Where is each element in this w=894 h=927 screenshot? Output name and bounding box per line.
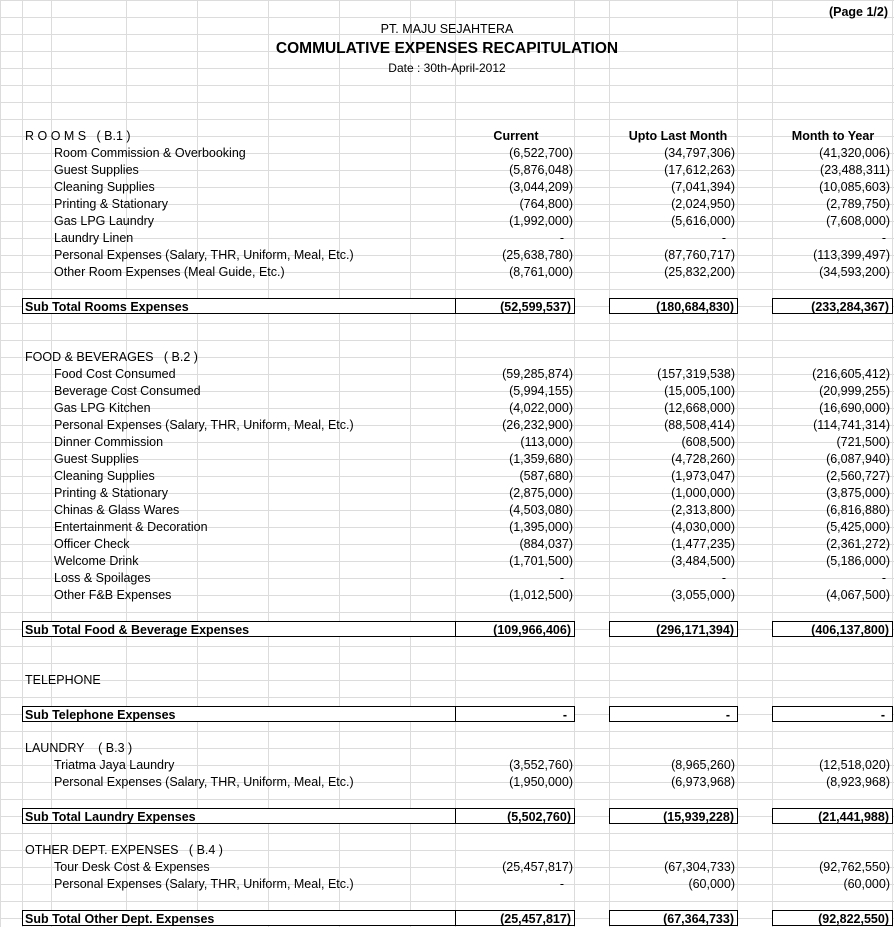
value-upto: (608,500) (681, 435, 735, 449)
subtotal-upto-box (609, 706, 738, 722)
row-label: Printing & Stationary (54, 197, 168, 211)
value-current: (4,503,080) (509, 503, 573, 517)
value-current: (4,022,000) (509, 401, 573, 415)
subtotal-upto: (296,171,394) (656, 623, 734, 637)
value-upto: (15,005,100) (664, 384, 735, 398)
table-row (0, 145, 894, 162)
report-title: COMMULATIVE EXPENSES RECAPITULATION (275, 40, 619, 57)
value-current: (1,950,000) (509, 775, 573, 789)
subtotal-upto: - (725, 708, 730, 722)
value-mty: (4,067,500) (826, 588, 890, 602)
table-row (0, 264, 894, 281)
subtotal-current: (52,599,537) (500, 300, 571, 314)
column-header-mty: Month to Year (791, 129, 875, 143)
value-mty: (92,762,550) (819, 860, 890, 874)
section-heading-other: OTHER DEPT. EXPENSES ( B.4 ) (25, 843, 223, 857)
value-mty: - (881, 231, 886, 245)
value-mty: (216,605,412) (812, 367, 890, 381)
section-heading-laundry: LAUNDRY ( B.3 ) (25, 741, 133, 755)
value-current: (113,000) (520, 435, 573, 449)
table-row (0, 536, 894, 553)
table-row (0, 383, 894, 400)
value-upto: - (721, 571, 726, 585)
row-label: Entertainment & Decoration (54, 520, 208, 534)
row-label: Cleaning Supplies (54, 469, 155, 483)
value-upto: (88,508,414) (664, 418, 735, 432)
value-current: (587,680) (519, 469, 573, 483)
subtotal-current-box (455, 910, 575, 926)
row-label: Food Cost Consumed (54, 367, 176, 381)
value-current: (26,232,900) (502, 418, 573, 432)
table-row (0, 247, 894, 264)
row-label: Personal Expenses (Salary, THR, Uniform, Meal, Etc.) (54, 877, 354, 891)
value-current: - (559, 877, 564, 891)
row-label: Beverage Cost Consumed (54, 384, 201, 398)
subtotal-row-laundry (0, 808, 894, 825)
row-label: Gas LPG Laundry (54, 214, 155, 228)
table-row (0, 485, 894, 502)
value-current: - (559, 231, 564, 245)
table-row (0, 196, 894, 213)
table-row (0, 179, 894, 196)
page-number: (Page 1/2) (828, 5, 888, 19)
value-current: (764,800) (519, 197, 573, 211)
value-upto: (8,965,260) (671, 758, 735, 772)
value-upto: (4,728,260) (671, 452, 735, 466)
value-current: - (559, 571, 564, 585)
value-upto: (6,973,968) (671, 775, 735, 789)
value-mty: (2,361,272) (826, 537, 890, 551)
subtotal-row-fnb (0, 621, 894, 638)
value-current: (884,037) (519, 537, 573, 551)
value-upto: (1,000,000) (671, 486, 735, 500)
value-upto: (4,030,000) (671, 520, 735, 534)
value-mty: (2,560,727) (826, 469, 890, 483)
table-row (0, 451, 894, 468)
table-row (0, 230, 894, 247)
table-row (0, 434, 894, 451)
subtotal-current: (5,502,760) (507, 810, 571, 824)
value-current: (5,994,155) (509, 384, 573, 398)
subtotal-label-box (22, 621, 456, 637)
subtotal-row-telephone (0, 706, 894, 723)
row-label: Chinas & Glass Wares (54, 503, 180, 517)
row-label: Guest Supplies (54, 452, 139, 466)
value-upto: (34,797,306) (664, 146, 735, 160)
table-row (0, 553, 894, 570)
row-label: Tour Desk Cost & Expenses (54, 860, 210, 874)
table-row (0, 468, 894, 485)
value-current: (1,359,680) (509, 452, 573, 466)
section-heading-row (0, 349, 894, 366)
value-upto: (3,055,000) (671, 588, 735, 602)
value-mty: (114,741,314) (813, 418, 890, 432)
row-label: Other F&B Expenses (54, 588, 172, 602)
row-label: Personal Expenses (Salary, THR, Uniform, Meal, Etc.) (54, 775, 354, 789)
subtotal-current-box (455, 298, 575, 314)
table-row (0, 876, 894, 893)
value-mty: (60,000) (843, 877, 890, 891)
value-mty: (20,999,255) (819, 384, 890, 398)
value-current: (1,012,500) (509, 588, 573, 602)
table-row (0, 519, 894, 536)
section-heading-row (0, 842, 894, 859)
value-upto: (2,313,800) (671, 503, 735, 517)
subtotal-label: Sub Telephone Expenses (25, 708, 176, 722)
value-mty: (3,875,000) (826, 486, 890, 500)
subtotal-mty-box (772, 621, 893, 637)
value-upto: (3,484,500) (671, 554, 735, 568)
subtotal-label-box (22, 706, 456, 722)
subtotal-label-box (22, 808, 456, 824)
subtotal-label-box (22, 910, 456, 926)
value-upto: (1,973,047) (671, 469, 735, 483)
subtotal-mty-box (772, 706, 893, 722)
table-row (0, 570, 894, 587)
table-row (0, 774, 894, 791)
value-current: (6,522,700) (509, 146, 573, 160)
value-mty: (41,320,006) (819, 146, 890, 160)
subtotal-upto: (67,364,733) (663, 912, 734, 926)
subtotal-current-box (455, 621, 575, 637)
row-label: Welcome Drink (54, 554, 139, 568)
value-upto: (7,041,394) (671, 180, 735, 194)
subtotal-mty-box (772, 298, 893, 314)
table-row (0, 213, 894, 230)
value-upto: (25,832,200) (664, 265, 735, 279)
table-row (0, 162, 894, 179)
value-mty: (23,488,311) (820, 163, 890, 177)
subtotal-mty: (406,137,800) (811, 623, 889, 637)
section-heading-rooms: R O O M S ( B.1 ) (25, 129, 131, 143)
value-upto: (12,668,000) (664, 401, 735, 415)
value-mty: - (881, 571, 886, 585)
value-mty: (5,186,000) (826, 554, 890, 568)
value-mty: (6,087,940) (826, 452, 890, 466)
value-current: (3,044,209) (509, 180, 573, 194)
table-row (0, 502, 894, 519)
table-row (0, 859, 894, 876)
value-mty: (7,608,000) (826, 214, 890, 228)
subtotal-upto: (15,939,228) (663, 810, 734, 824)
section-heading-telephone: TELEPHONE (25, 673, 101, 687)
subtotal-row-other (0, 910, 894, 927)
value-mty: (2,789,750) (826, 197, 890, 211)
value-upto: (60,000) (688, 877, 735, 891)
subtotal-mty: - (880, 708, 885, 722)
subtotal-current: - (562, 708, 567, 722)
value-current: (1,992,000) (509, 214, 573, 228)
company-name: PT. MAJU SEJAHTERA (380, 22, 514, 36)
value-current: (25,638,780) (502, 248, 573, 262)
subtotal-row-rooms (0, 298, 894, 315)
row-label: Triatma Jaya Laundry (54, 758, 175, 772)
subtotal-upto-box (609, 910, 738, 926)
value-current: (59,285,874) (502, 367, 573, 381)
subtotal-current: (109,966,406) (493, 623, 571, 637)
row-label: Gas LPG Kitchen (54, 401, 151, 415)
subtotal-upto-box (609, 621, 738, 637)
row-label: Dinner Commission (54, 435, 164, 449)
column-header-current: Current (493, 129, 539, 143)
subtotal-current-box (455, 706, 575, 722)
subtotal-mty-box (772, 910, 893, 926)
row-label: Printing & Stationary (54, 486, 168, 500)
column-header-row (0, 128, 894, 145)
table-row (0, 587, 894, 604)
value-upto: (2,024,950) (671, 197, 735, 211)
subtotal-mty: (233,284,367) (811, 300, 889, 314)
subtotal-upto-box (609, 298, 738, 314)
value-current: (25,457,817) (502, 860, 573, 874)
row-label: Cleaning Supplies (54, 180, 155, 194)
subtotal-current: (25,457,817) (500, 912, 571, 926)
row-label: Personal Expenses (Salary, THR, Uniform, Meal, Etc.) (54, 418, 354, 432)
row-label: Loss & Spoilages (54, 571, 151, 585)
subtotal-upto: (180,684,830) (656, 300, 734, 314)
section-heading-row (0, 672, 894, 689)
subtotal-mty-box (772, 808, 893, 824)
value-current: (2,875,000) (509, 486, 573, 500)
value-current: (8,761,000) (509, 265, 573, 279)
table-row (0, 757, 894, 774)
value-upto: - (721, 231, 726, 245)
section-heading-row (0, 740, 894, 757)
row-label: Officer Check (54, 537, 130, 551)
row-label: Personal Expenses (Salary, THR, Uniform, Meal, Etc.) (54, 248, 354, 262)
value-upto: (67,304,733) (664, 860, 735, 874)
row-label: Room Commission & Overbooking (54, 146, 246, 160)
value-current: (3,552,760) (509, 758, 573, 772)
subtotal-mty: (92,822,550) (818, 912, 889, 926)
value-mty: (8,923,968) (826, 775, 890, 789)
value-mty: (5,425,000) (826, 520, 890, 534)
value-current: (5,876,048) (509, 163, 573, 177)
subtotal-upto-box (609, 808, 738, 824)
table-row (0, 366, 894, 383)
value-mty: (721,500) (836, 435, 890, 449)
subtotal-label: Sub Total Rooms Expenses (25, 300, 189, 314)
value-mty: (113,399,497) (813, 248, 890, 262)
value-mty: (34,593,200) (819, 265, 890, 279)
value-upto: (87,760,717) (664, 248, 735, 262)
row-label: Guest Supplies (54, 163, 139, 177)
value-mty: (6,816,880) (826, 503, 890, 517)
subtotal-mty: (21,441,988) (818, 810, 889, 824)
subtotal-label: Sub Total Other Dept. Expenses (25, 912, 215, 926)
value-current: (1,701,500) (509, 554, 573, 568)
value-mty: (12,518,020) (819, 758, 890, 772)
column-header-upto: Upto Last Month (628, 129, 728, 143)
value-upto: (157,319,538) (657, 367, 735, 381)
value-upto: (17,612,263) (664, 163, 735, 177)
value-mty: (16,690,000) (819, 401, 890, 415)
table-row (0, 400, 894, 417)
value-upto: (1,477,235) (671, 537, 735, 551)
row-label: Laundry Linen (54, 231, 134, 245)
subtotal-label: Sub Total Food & Beverage Expenses (25, 623, 250, 637)
table-row (0, 417, 894, 434)
subtotal-current-box (455, 808, 575, 824)
subtotal-label-box (22, 298, 456, 314)
value-current: (1,395,000) (509, 520, 573, 534)
value-upto: (5,616,000) (671, 214, 735, 228)
section-heading-fnb: FOOD & BEVERAGES ( B.2 ) (25, 350, 198, 364)
value-mty: (10,085,603) (819, 180, 890, 194)
subtotal-label: Sub Total Laundry Expenses (25, 810, 196, 824)
report-date: Date : 30th-April-2012 (388, 61, 506, 75)
row-label: Other Room Expenses (Meal Guide, Etc.) (54, 265, 285, 279)
